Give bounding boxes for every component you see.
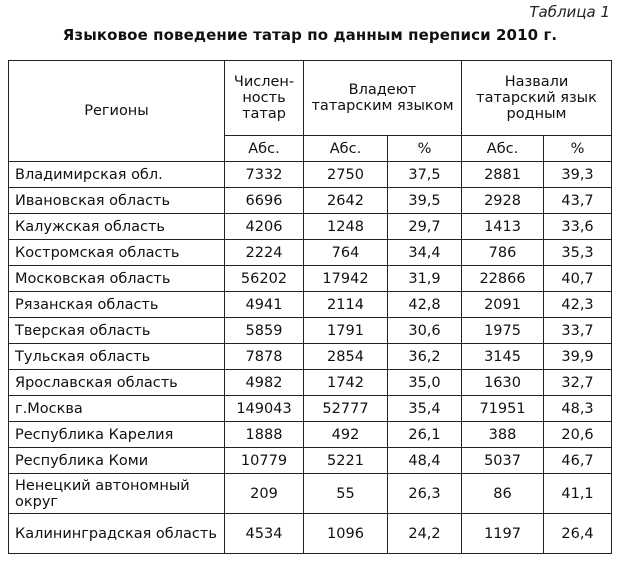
cell-speak-abs: 1791 xyxy=(304,318,388,344)
table-title: Языковое поведение татар по данным переписи 2010 г. xyxy=(62,26,558,44)
cell-region: Московская область xyxy=(9,266,225,292)
cell-population: 2224 xyxy=(225,240,304,266)
cell-speak-abs: 2750 xyxy=(304,162,388,188)
cell-population: 209 xyxy=(225,474,304,514)
header-speak: Владеют татарским языком xyxy=(304,61,462,136)
cell-native-pct: 39,9 xyxy=(544,344,612,370)
cell-region: Тульская область xyxy=(9,344,225,370)
table-row xyxy=(9,188,612,214)
cell-speak-abs: 17942 xyxy=(304,266,388,292)
table-row xyxy=(9,162,612,188)
cell-speak-pct: 36,2 xyxy=(388,344,462,370)
cell-native-abs: 22866 xyxy=(462,266,544,292)
cell-speak-pct: 29,7 xyxy=(388,214,462,240)
cell-native-pct: 43,7 xyxy=(544,188,612,214)
cell-region: Тверская область xyxy=(9,318,225,344)
cell-region: Республика Коми xyxy=(9,448,225,474)
cell-population: 56202 xyxy=(225,266,304,292)
cell-native-pct: 33,7 xyxy=(544,318,612,344)
cell-native-pct: 41,1 xyxy=(544,474,612,514)
cell-native-abs: 1413 xyxy=(462,214,544,240)
table-row xyxy=(9,214,612,240)
cell-speak-pct: 42,8 xyxy=(388,292,462,318)
header-speak-abs: Абс. xyxy=(304,136,388,162)
cell-native-pct: 39,3 xyxy=(544,162,612,188)
cell-native-abs: 1630 xyxy=(462,370,544,396)
cell-population: 6696 xyxy=(225,188,304,214)
table-row xyxy=(9,422,612,448)
cell-speak-pct: 26,1 xyxy=(388,422,462,448)
cell-population: 10779 xyxy=(225,448,304,474)
cell-native-pct: 26,4 xyxy=(544,514,612,554)
census-table xyxy=(8,60,612,554)
cell-native-pct: 48,3 xyxy=(544,396,612,422)
cell-native-abs: 86 xyxy=(462,474,544,514)
cell-speak-abs: 2854 xyxy=(304,344,388,370)
cell-speak-pct: 24,2 xyxy=(388,514,462,554)
cell-population: 5859 xyxy=(225,318,304,344)
table-row xyxy=(9,318,612,344)
table-row xyxy=(9,344,612,370)
cell-native-pct: 40,7 xyxy=(544,266,612,292)
cell-population: 4982 xyxy=(225,370,304,396)
cell-population: 4941 xyxy=(225,292,304,318)
cell-region: Республика Карелия xyxy=(9,422,225,448)
cell-native-abs: 2928 xyxy=(462,188,544,214)
cell-population: 7332 xyxy=(225,162,304,188)
cell-native-pct: 33,6 xyxy=(544,214,612,240)
table-row xyxy=(9,266,612,292)
cell-native-abs: 1975 xyxy=(462,318,544,344)
cell-native-pct: 46,7 xyxy=(544,448,612,474)
cell-region: Ивановская область xyxy=(9,188,225,214)
cell-region: Калининградская область xyxy=(9,514,225,554)
cell-speak-pct: 34,4 xyxy=(388,240,462,266)
cell-population: 149043 xyxy=(225,396,304,422)
cell-population: 4206 xyxy=(225,214,304,240)
cell-speak-pct: 39,5 xyxy=(388,188,462,214)
cell-speak-abs: 52777 xyxy=(304,396,388,422)
cell-native-abs: 3145 xyxy=(462,344,544,370)
cell-region: г.Москва xyxy=(9,396,225,422)
cell-native-abs: 1197 xyxy=(462,514,544,554)
header-region: Регионы xyxy=(9,61,225,162)
header-row-1 xyxy=(9,61,612,136)
cell-region: Ненецкий автономный округ xyxy=(9,474,225,514)
table-number-label: Таблица 1 xyxy=(529,3,610,21)
cell-speak-abs: 764 xyxy=(304,240,388,266)
cell-region: Рязанская область xyxy=(9,292,225,318)
cell-native-pct: 42,3 xyxy=(544,292,612,318)
cell-speak-abs: 1248 xyxy=(304,214,388,240)
cell-region: Владимирская обл. xyxy=(9,162,225,188)
cell-speak-pct: 35,0 xyxy=(388,370,462,396)
table-row xyxy=(9,474,612,514)
cell-speak-abs: 55 xyxy=(304,474,388,514)
cell-native-abs: 71951 xyxy=(462,396,544,422)
cell-speak-abs: 2642 xyxy=(304,188,388,214)
table-row xyxy=(9,292,612,318)
cell-speak-pct: 48,4 xyxy=(388,448,462,474)
cell-population: 4534 xyxy=(225,514,304,554)
header-native-pct: % xyxy=(544,136,612,162)
cell-native-abs: 5037 xyxy=(462,448,544,474)
table-row xyxy=(9,396,612,422)
header-speak-pct: % xyxy=(388,136,462,162)
cell-native-pct: 20,6 xyxy=(544,422,612,448)
cell-speak-abs: 5221 xyxy=(304,448,388,474)
header-native: Назвали татарский язык родным xyxy=(462,61,612,136)
table-row xyxy=(9,240,612,266)
cell-region: Костромская область xyxy=(9,240,225,266)
header-population: Числен-ность татар xyxy=(225,61,304,136)
header-population-abs: Абс. xyxy=(225,136,304,162)
table-row xyxy=(9,514,612,554)
cell-native-abs: 786 xyxy=(462,240,544,266)
cell-speak-pct: 26,3 xyxy=(388,474,462,514)
cell-native-abs: 2881 xyxy=(462,162,544,188)
cell-speak-pct: 30,6 xyxy=(388,318,462,344)
cell-speak-pct: 31,9 xyxy=(388,266,462,292)
cell-speak-abs: 1096 xyxy=(304,514,388,554)
cell-speak-pct: 35,4 xyxy=(388,396,462,422)
cell-region: Калужская область xyxy=(9,214,225,240)
cell-native-abs: 388 xyxy=(462,422,544,448)
header-native-abs: Абс. xyxy=(462,136,544,162)
cell-speak-pct: 37,5 xyxy=(388,162,462,188)
cell-speak-abs: 1742 xyxy=(304,370,388,396)
cell-speak-abs: 492 xyxy=(304,422,388,448)
cell-native-abs: 2091 xyxy=(462,292,544,318)
table-row xyxy=(9,370,612,396)
cell-speak-abs: 2114 xyxy=(304,292,388,318)
cell-native-pct: 32,7 xyxy=(544,370,612,396)
cell-population: 1888 xyxy=(225,422,304,448)
cell-population: 7878 xyxy=(225,344,304,370)
cell-region: Ярославская область xyxy=(9,370,225,396)
cell-native-pct: 35,3 xyxy=(544,240,612,266)
table-row xyxy=(9,448,612,474)
